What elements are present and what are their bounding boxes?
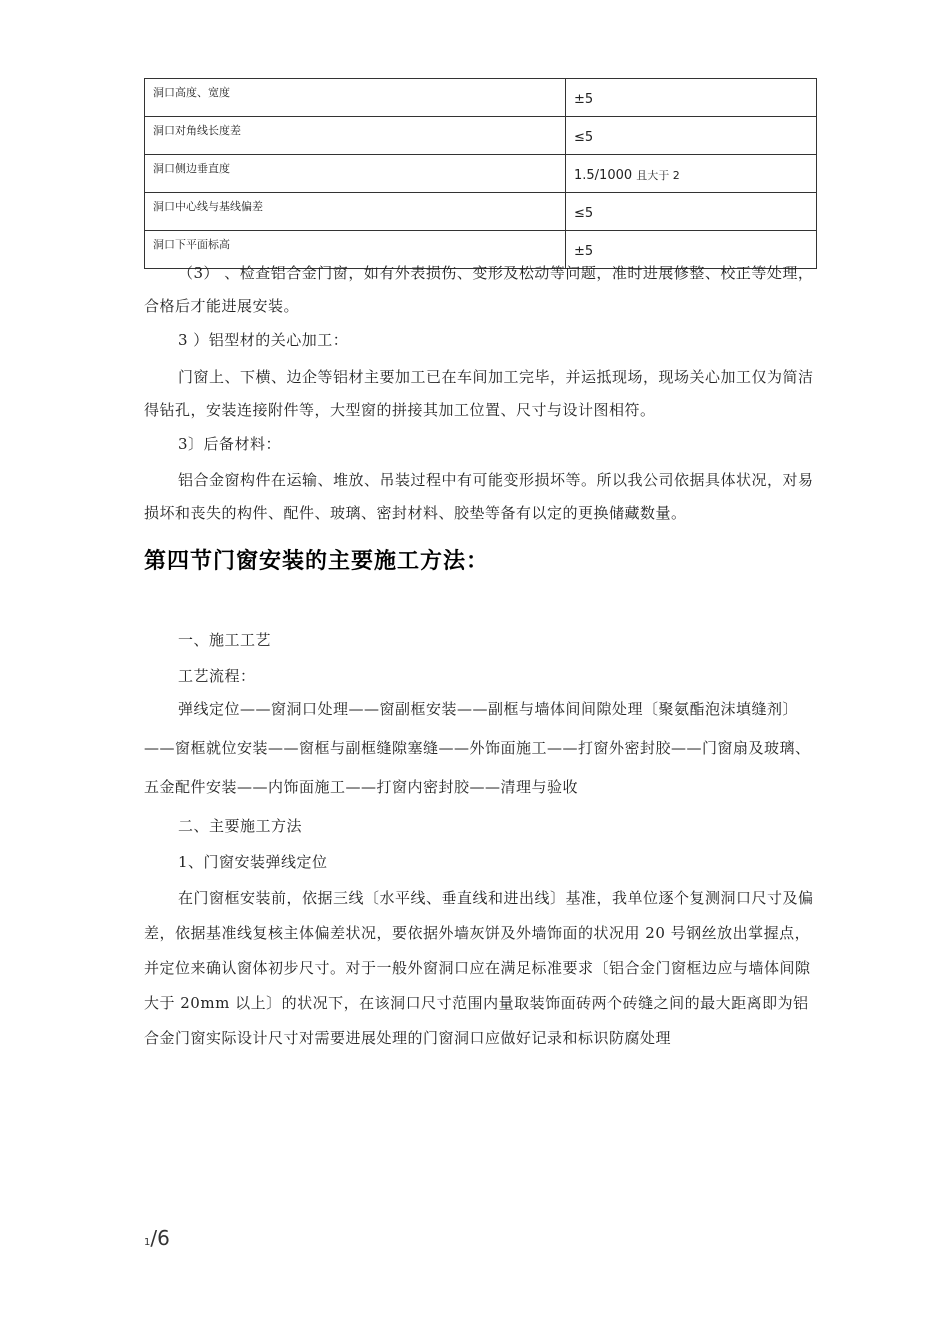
table-cell-item: 洞口对角线长度差	[145, 117, 566, 155]
paragraph-flow-label: 工艺流程：	[178, 667, 256, 685]
paragraph-layout-positioning: 在门窗框安装前，依据三线〔水平线、垂直线和进出线〕基准，我单位逐个复测洞口尺寸及偏差，依据基准线复核主体偏差状况，要依据外墙灰饼及外墙饰面的状况用 20 号钢丝放出掌握点，并定位来确认窗体初步尺寸。对于一般外窗洞口应在满足标准要求〔铝合金门窗框边应与墙体间隙大于 20mm 以上〕的状况下，在该洞口尺寸范围内量取装饰面砖两个砖缝之间的最大距离即为铝合金门窗实际设计尺寸对需要进展处理的门窗洞口应做好记录和标识防腐处理	[144, 889, 814, 1047]
table-cell-note: 且大于 2	[636, 169, 680, 182]
paragraph-methods-title: 二、主要施工方法	[178, 817, 303, 835]
table-cell-item: 洞口中心线与基线偏差	[145, 193, 566, 231]
page-number-current: 1	[144, 1237, 151, 1248]
section-heading: 第四节门窗安装的主要施工方法：	[144, 549, 490, 574]
page-number-total: /6	[150, 1226, 170, 1250]
paragraph-inspection: （3） 、检查铝合金门窗，如有外表损伤、变形及松动等问题，准时进展修整、校正等处理，合格后才能进展安装。	[144, 264, 814, 315]
tolerance-table	[144, 78, 817, 269]
paragraph-subheading-processing: 3 ）铝型材的关心加工：	[178, 331, 349, 349]
table-cell-value: ±5	[566, 231, 817, 269]
paragraph-processing: 门窗上、下横、边企等铝材主要加工已在车间加工完毕，并运抵现场，现场关心加工仅为简洁得钻孔，安装连接附件等，大型窗的拼接其加工位置、尺寸与设计图相符。	[144, 368, 814, 419]
table-row	[145, 79, 817, 117]
table-row	[145, 117, 817, 155]
table-cell-value: 1.5/1000 且大于 2	[566, 155, 817, 193]
paragraph-spare-materials: 铝合金窗构件在运输、堆放、吊装过程中有可能变形损坏等。所以我公司依据具体状况，对易损坏和丧失的构件、配件、玻璃、密封材料、胶垫等备有以定的更换储藏数量。	[144, 471, 814, 522]
table-row	[145, 193, 817, 231]
paragraph-method-1-title: 1、门窗安装弹线定位	[178, 853, 328, 871]
table-cell-item: 洞口高度、宽度	[145, 79, 566, 117]
table-cell-item: 洞口下平面标高	[145, 231, 566, 269]
table-cell-value: ≤5	[566, 193, 817, 231]
paragraph-subheading-spare: 3〕后备材料：	[178, 435, 282, 453]
paragraph-process-title: 一、施工工艺	[178, 631, 272, 649]
table-row	[145, 155, 817, 193]
table-cell-value: ≤5	[566, 117, 817, 155]
table-cell-value: ±5	[566, 79, 817, 117]
paragraph-process-flow: 弹线定位——窗洞口处理——窗副框安装——副框与墙体间间隙处理〔聚氨酯泡沫填缝剂〕——窗框就位安装——窗框与副框缝隙塞缝——外饰面施工——打窗外密封胶——门窗扇及玻璃、五金配件安装——内饰面施工——打窗内密封胶——清理与验收	[144, 700, 811, 796]
table-cell-item: 洞口侧边垂直度	[145, 155, 566, 193]
page-number	[144, 1226, 170, 1250]
